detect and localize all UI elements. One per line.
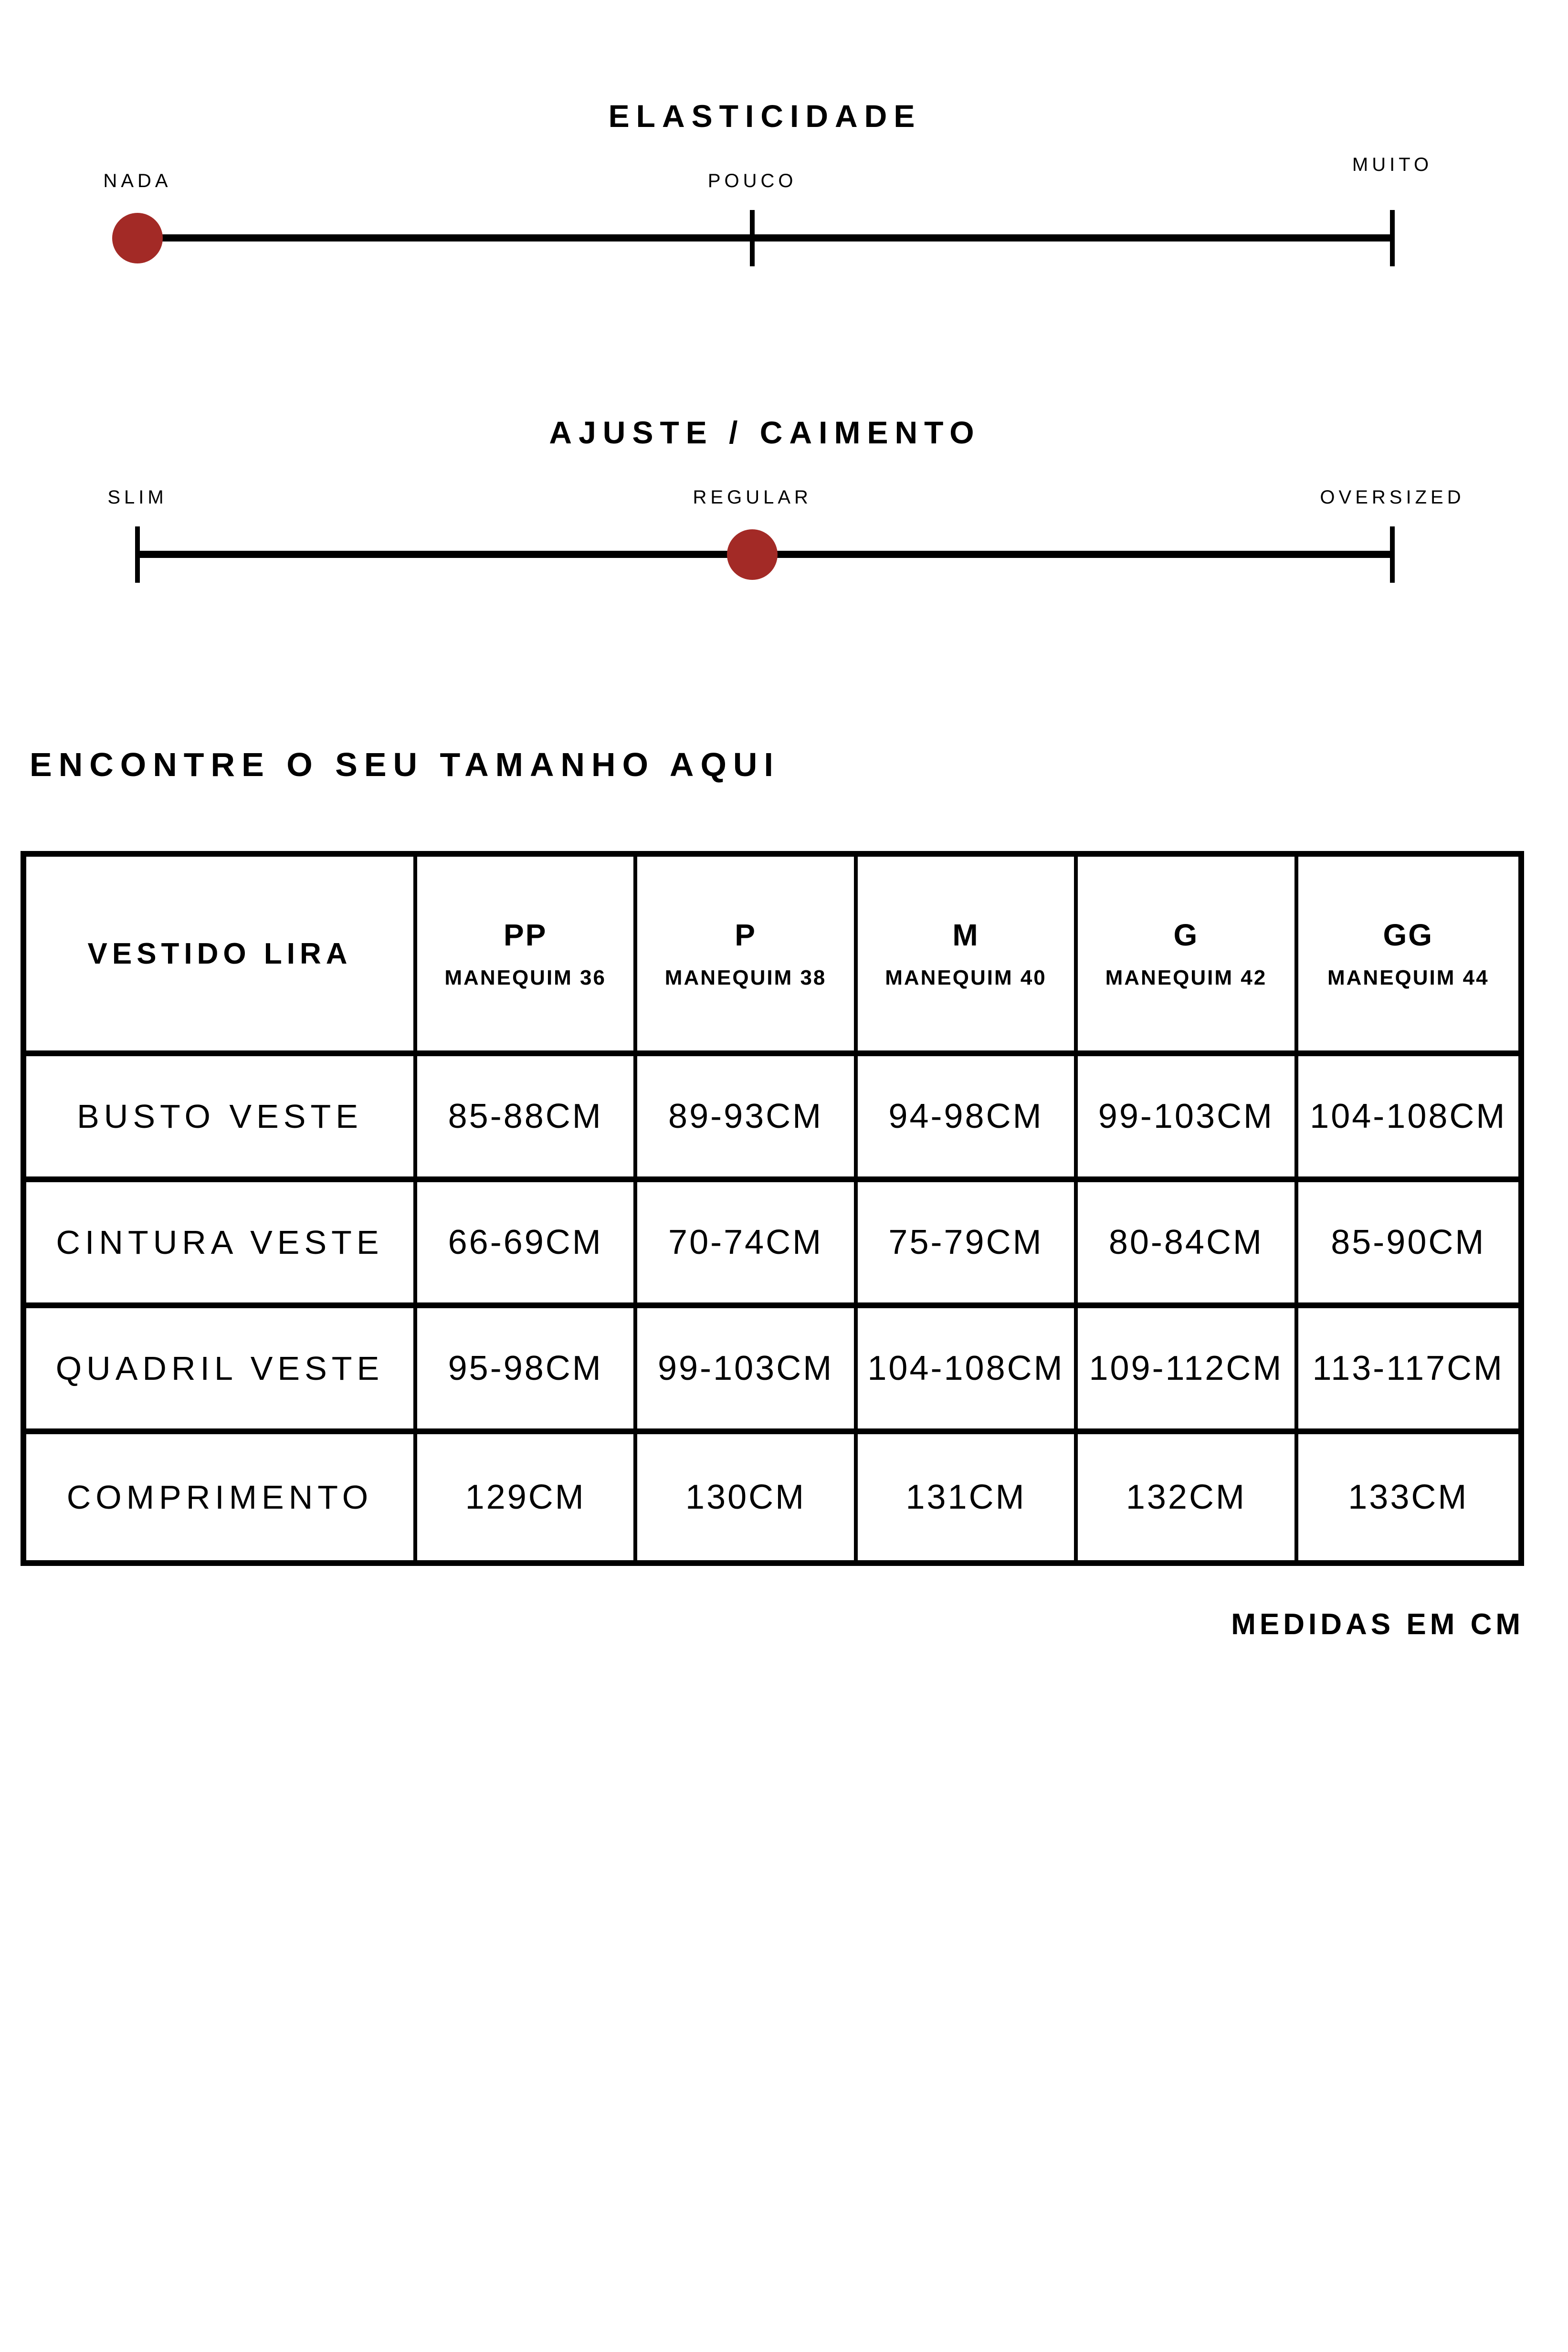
bust-value-p: 89-93CM xyxy=(637,1056,857,1182)
elasticity-slider xyxy=(103,98,1433,242)
mannequin-label: MANEQUIM 38 xyxy=(664,966,827,989)
size-header-gg: GG MANEQUIM 44 xyxy=(1298,857,1518,1056)
size-table xyxy=(21,851,1524,1566)
bust-value-m: 94-98CM xyxy=(858,1056,1078,1182)
fit-title: AJUSTE / CAIMENTO xyxy=(549,415,981,450)
hip-value-m: 104-108CM xyxy=(858,1308,1078,1434)
elasticity-mid-tick xyxy=(750,210,755,266)
size-header-m: M MANEQUIM 40 xyxy=(858,857,1078,1056)
fit-label-regular: REGULAR xyxy=(693,487,812,508)
measurements-footnote: MEDIDAS EM CM xyxy=(1231,1608,1524,1641)
mannequin-label: MANEQUIM 44 xyxy=(1327,966,1489,989)
bust-value-gg: 104-108CM xyxy=(1298,1056,1518,1182)
bust-value-pp: 85-88CM xyxy=(417,1056,637,1182)
length-value-pp: 129CM xyxy=(417,1434,637,1560)
elasticity-label-pouco: POUCO xyxy=(707,170,797,191)
row-label-length: COMPRIMENTO xyxy=(26,1434,417,1560)
row-label-bust: BUSTO VESTE xyxy=(26,1056,417,1182)
fit-label-slim: SLIM xyxy=(107,487,168,508)
product-name-cell xyxy=(26,857,417,1056)
hip-value-p: 99-103CM xyxy=(637,1308,857,1434)
length-value-g: 132CM xyxy=(1078,1434,1298,1560)
mannequin-label: MANEQUIM 40 xyxy=(885,966,1047,989)
mannequin-label: MANEQUIM 42 xyxy=(1105,966,1267,989)
elasticity-scale-labels xyxy=(103,154,1433,192)
product-name: VESTIDO LIRA xyxy=(87,937,352,970)
fit-marker-dot xyxy=(727,529,778,580)
elasticity-label-nada: NADA xyxy=(103,170,172,191)
size-header-pp: PP MANEQUIM 36 xyxy=(417,857,637,1056)
section-heading: ENCONTRE O SEU TAMANHO AQUI xyxy=(30,746,780,783)
row-label-hip: QUADRIL VESTE xyxy=(26,1308,417,1434)
waist-value-pp: 66-69CM xyxy=(417,1182,637,1308)
size-header-g: G MANEQUIM 42 xyxy=(1078,857,1298,1056)
elasticity-title: ELASTICIDADE xyxy=(608,98,922,134)
fit-label-oversized: OVERSIZED xyxy=(1320,487,1465,508)
mannequin-label: MANEQUIM 36 xyxy=(444,966,606,989)
elasticity-label-muito: MUITO xyxy=(1352,154,1433,175)
hip-value-gg: 113-117CM xyxy=(1298,1308,1518,1434)
bust-value-g: 99-103CM xyxy=(1078,1056,1298,1182)
elasticity-marker-dot xyxy=(112,213,163,263)
waist-value-g: 80-84CM xyxy=(1078,1182,1298,1308)
fit-scale-labels xyxy=(107,487,1465,509)
fit-track xyxy=(137,551,1392,558)
elasticity-end-tick xyxy=(1390,210,1395,266)
row-label-waist: CINTURA VESTE xyxy=(26,1182,417,1308)
fit-end-tick xyxy=(1390,526,1395,583)
length-value-p: 130CM xyxy=(637,1434,857,1560)
waist-value-gg: 85-90CM xyxy=(1298,1182,1518,1308)
waist-value-p: 70-74CM xyxy=(637,1182,857,1308)
hip-value-pp: 95-98CM xyxy=(417,1308,637,1434)
fit-slider xyxy=(107,414,1465,558)
elasticity-track xyxy=(137,234,1392,242)
fit-start-tick xyxy=(135,526,140,583)
hip-value-g: 109-112CM xyxy=(1078,1308,1298,1434)
size-header-p: P MANEQUIM 38 xyxy=(637,857,857,1056)
length-value-m: 131CM xyxy=(858,1434,1078,1560)
waist-value-m: 75-79CM xyxy=(858,1182,1078,1308)
length-value-gg: 133CM xyxy=(1348,1478,1469,1516)
